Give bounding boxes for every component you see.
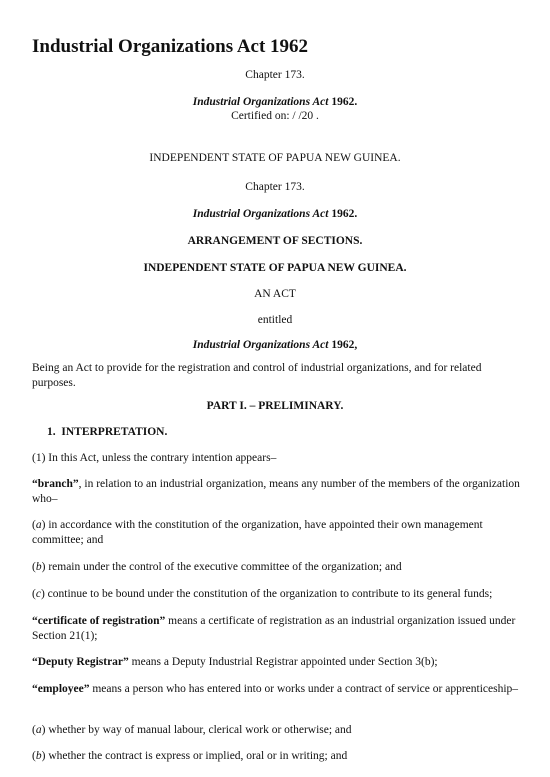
- term-certificate: “certificate of registration”: [32, 615, 166, 627]
- definition-deputy-registrar: [32, 655, 520, 670]
- paragraph-b-2-letter: b: [35, 750, 42, 762]
- chapter-line-2: Chapter 173.: [245, 181, 305, 193]
- section-heading: [47, 425, 167, 439]
- header-act-italic: Industrial Organizations Act: [192, 96, 329, 108]
- an-act-line: AN ACT: [254, 288, 296, 300]
- paragraph-a-1-text: in accordance with the constitution of the organization, have appointed their own management committee; and: [32, 519, 483, 546]
- arrangement-heading: ARRANGEMENT OF SECTIONS.: [187, 235, 363, 247]
- paragraph-b-2-text: whether the contract is express or implied, oral or in writing; and: [45, 750, 348, 762]
- certified-line: Certified on: / /20 .: [231, 110, 319, 122]
- entitled-line: entitled: [257, 314, 293, 326]
- definition-employee: [32, 682, 520, 697]
- paragraph-a-2-text: whether by way of manual labour, clerical work or otherwise; and: [45, 724, 352, 736]
- section-title: INTERPRETATION.: [61, 426, 168, 438]
- act-name-2: [0, 207, 550, 221]
- definition-employee-text: means a person who has entered into or works under a contract of service or apprenticeship–: [89, 683, 519, 695]
- paragraph-c-1: (c) continue to be bound under the constitution of the organization to contribute to its general funds;: [32, 588, 493, 600]
- definition-branch: [32, 477, 520, 507]
- term-employee: “employee”: [32, 683, 90, 695]
- act-name-2-italic: Industrial Organizations Act: [192, 208, 329, 220]
- paragraph-a-2-letter: a: [35, 724, 42, 736]
- term-deputy-registrar: “Deputy Registrar”: [32, 656, 129, 668]
- paragraph-a-1: (a) in accordance with the constitution of the organization, have appointed their own management committee; and: [32, 519, 483, 546]
- term-branch: “branch”: [32, 478, 79, 490]
- header-chapter: Chapter 173.: [245, 69, 305, 81]
- header-act-name: [0, 95, 550, 109]
- page-title: Industrial Organizations Act 1962: [32, 36, 309, 57]
- act-name-3-year: 1962,: [328, 339, 358, 351]
- header-act-year: 1962.: [328, 96, 358, 108]
- paragraph-c-1-letter: c: [35, 588, 41, 600]
- paragraph-b-1-letter: b: [35, 561, 42, 573]
- paragraph-a-1-letter: a: [35, 519, 42, 531]
- state-line-2: INDEPENDENT STATE OF PAPUA NEW GUINEA.: [143, 262, 407, 274]
- subsection-1-intro: (1) In this Act, unless the contrary intention appears–: [32, 452, 277, 464]
- definition-certificate-text: means a certificate of registration as an industrial organization issued under Section 21(1);: [32, 615, 516, 642]
- definition-branch-text: , in relation to an industrial organization, means any number of the members of the organization who–: [32, 478, 520, 505]
- act-name-3: [0, 338, 550, 352]
- paragraph-c-1-text: continue to be bound under the constitution of the organization to contribute to its general funds;: [44, 588, 493, 600]
- part-heading: PART I. – PRELIMINARY.: [206, 400, 344, 412]
- paragraph-b-1: (b) remain under the control of the executive committee of the organization; and: [32, 561, 402, 573]
- paragraph-a-2: (a) whether by way of manual labour, clerical work or otherwise; and: [32, 724, 352, 736]
- paragraph-b-1-text: remain under the control of the executive committee of the organization; and: [45, 561, 402, 573]
- paragraph-b-2: (b) whether the contract is express or implied, oral or in writing; and: [32, 750, 348, 762]
- definition-certificate: [32, 614, 520, 644]
- act-name-2-year: 1962.: [328, 208, 358, 220]
- section-number: 1.: [47, 426, 56, 438]
- definition-deputy-registrar-text: means a Deputy Industrial Registrar appointed under Section 3(b);: [128, 656, 438, 668]
- act-name-3-italic: Industrial Organizations Act: [192, 339, 329, 351]
- preamble: Being an Act to provide for the registration and control of industrial organizations, and for related purposes.: [32, 362, 482, 389]
- state-line-1: INDEPENDENT STATE OF PAPUA NEW GUINEA.: [149, 152, 401, 164]
